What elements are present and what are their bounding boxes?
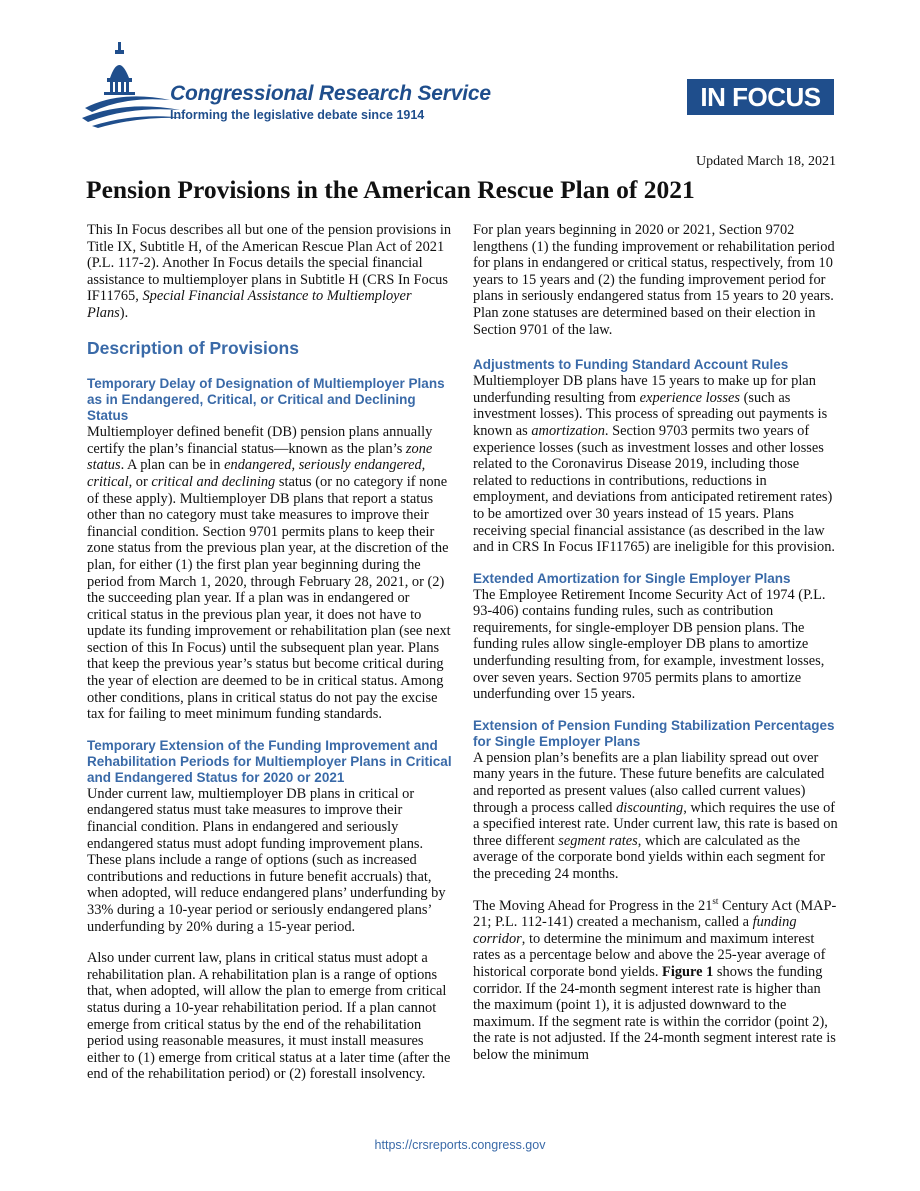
- text-run: , which are calculated as the average of the corporate bond yields within each segment for the preceding 24 months.: [473, 832, 826, 882]
- heading-extended-amortization: Extended Amortization for Single Employer Plans: [473, 570, 791, 586]
- page-header: [0, 0, 920, 140]
- term-discounting: discounting: [616, 799, 684, 816]
- paragraph-section-9702: For plan years beginning in 2020 or 2021, Section 9702 lengthens (1) the funding improvement or rehabilitation period for plans in endangered or critical status, respectively, from 10 years to 15 years and (2) the funding improvement period for plans in seriously endangered status from 15 years to 20 years. Plan zone statuses are determined based on their election in Section 9701 of the law.: [473, 222, 835, 338]
- text-run: , which requires the use of a specified interest rate. Under current law, this rate is based on three different: [473, 799, 838, 849]
- text-run: status (or no category if none of these apply). Multiemployer DB plans that report a status other than no category must take measures to improve their financial condition. Section 9701 permits plans to keep their zone status from the previous plan year, at the discretion of the plan, for either (1) the first plan year beginning during the period from March 1, 2020, through February 28, 2021, or (2) the succeeding plan year. If a plan was in endangered or critical status in the previous plan year, it does not have to update its funding improvement or rehabilitation plan (see next section of this In Focus) until the subsequent plan year. Plans that keep the previous year’s status but become critical during the year of election are deemed to be in critical status. Among other conditions, plans in critical status do not pay the excise tax for failing to meet minimum funding standards.: [87, 473, 451, 723]
- text-run: Multiemployer defined benefit (DB) pension plans annually certify the plan’s financial status—known as the plan’s: [87, 424, 433, 457]
- term-zone-status: zone status: [87, 440, 433, 474]
- paragraph-map21: [473, 895, 838, 1064]
- text-run: . A plan can be in: [120, 457, 225, 474]
- brand-tagline: Informing the legislative debate since 1914: [170, 108, 425, 122]
- footer-url-link[interactable]: https://crsreports.congress.gov: [374, 1138, 546, 1152]
- text-run: , to determine the minimum and maximum interest rates as a percentage below and above the 25-year average of historical corporate bond yields.: [473, 930, 826, 980]
- term-statuses: endangered, seriously endangered, critical: [87, 457, 426, 490]
- text-run: Multiemployer DB plans have 15 years to make up for plan underfunding resulting from: [473, 373, 816, 406]
- paragraph-extended-amortization: The Employee Retirement Income Security Act of 1974 (P.L. 93-406) contains funding rules, such as contribution requirements, for single-employer DB pension plans. The funding rules allow single-employer DB plans to amortize underfunding resulting from, for example, investment losses, over seven years. Section 9705 permits plans to amortize underfunding over 15 years.: [473, 586, 826, 703]
- term-funding-corridor: funding corridor: [473, 914, 797, 947]
- text-run: A pension plan’s benefits are a plan liability spread out over many years in the future. These future benefits are calculated and reported as present values (also called current values) through a process called: [473, 749, 825, 816]
- term-experience-losses: experience losses: [639, 389, 740, 406]
- text-run: The Moving Ahead for Progress in the 21: [473, 897, 713, 914]
- paragraph-rehabilitation: Also under current law, plans in critical status must adopt a rehabilitation plan. A rehabilitation plan is a range of options that, when adopted, will allow the plan to emerge from critical status during a 10-year rehabilitation period. If a plan cannot emerge from critical status by the end of the rehabilitation period using reasonable measures, it must install measures either to (1) emerge from critical status at a later time (after the end of the rehabilitation period) or (2) forestall insolvency.: [87, 950, 451, 1083]
- ordinal-superscript: st: [712, 895, 719, 906]
- in-focus-badge: IN FOCUS: [687, 79, 834, 115]
- text-run: . Section 9703 permits two years of experience losses (such as investment losses and other losses related to the Coronavirus Disease 2019, including those related to reductions in contributions, reductions in employment, and deviations from anticipated retirement rates) to be amortized over 30 years instead of 15 years. Plans receiving special financial assistance (as described in the law and in CRS In Focus IF11765) are ineligible for this provision.: [473, 422, 835, 556]
- page-title: Pension Provisions in the American Rescue Plan of 2021: [86, 175, 695, 204]
- intro-text-end: ).: [119, 304, 129, 321]
- term-amortization: amortization: [531, 422, 605, 439]
- term-segment-rates: segment rates: [558, 832, 638, 849]
- heading-temporary-extension: Temporary Extension of the Funding Improvement and Rehabilitation Periods for Multiemployer Plans in Critical and Endangered Status for 2020 or 2021: [87, 737, 452, 785]
- term-critical-declining: critical and declining: [151, 473, 276, 490]
- brand-name: Congressional Research Service: [170, 82, 491, 105]
- intro-paragraph: [87, 222, 452, 322]
- heading-temporary-delay: Temporary Delay of Designation of Multiemployer Plans as in Endangered, Critical, or Critical and Declining Status: [87, 376, 445, 424]
- text-run: (such as investment losses). This process of spreading out payments is known as: [473, 389, 828, 439]
- section-heading: Description of Provisions: [87, 337, 299, 358]
- heading-stabilization: Extension of Pension Funding Stabilization Percentages for Single Employer Plans: [473, 717, 835, 749]
- left-column: [87, 222, 452, 1098]
- right-column: [473, 222, 838, 1079]
- text-run: , or: [128, 473, 152, 490]
- text-run: Century Act (MAP-21; P.L. 112-141) created a mechanism, called a: [473, 897, 837, 931]
- text-run: shows the funding corridor. If the 24-month segment interest rate is higher than the maximum (point 1), it is adjusted downward to the maximum. If the segment rate is within the corridor (point 2), the rate is not adjusted. If the 24-month segment interest rate is below the minimum: [473, 963, 836, 1063]
- paragraph-temporary-delay: [87, 424, 452, 723]
- updated-date: Updated March 18, 2021: [696, 154, 836, 169]
- figure-reference[interactable]: Figure 1: [662, 963, 714, 980]
- paragraph-current-law: Under current law, multiemployer DB plans in critical or endangered status must take measures to improve their financial condition. Plans in endangered and seriously endangered status must adopt funding improvement plans. These plans include a range of options (such as increased contributions and reductions in future benefit accruals) that, when adopted, will reduce endangered plans’ underfunding by 33% during a 10-year period or seriously endangered plans’ underfunding by 20% during a 15-year period.: [87, 785, 446, 935]
- paragraph-stabilization: [473, 750, 838, 883]
- heading-funding-standard: Adjustments to Funding Standard Account Rules: [473, 357, 789, 373]
- intro-cited-title: Special Financial Assistance to Multiemployer Plans: [87, 288, 412, 321]
- paragraph-funding-standard: [473, 373, 838, 556]
- intro-text: This In Focus describes all but one of the pension provisions in Title IX, Subtitle H, of the American Rescue Plan Act of 2021 (P.L. 117-2). Another In Focus details the special financial assistance to multiemployer plans in Subtitle H (CRS In Focus IF11765,: [87, 222, 452, 305]
